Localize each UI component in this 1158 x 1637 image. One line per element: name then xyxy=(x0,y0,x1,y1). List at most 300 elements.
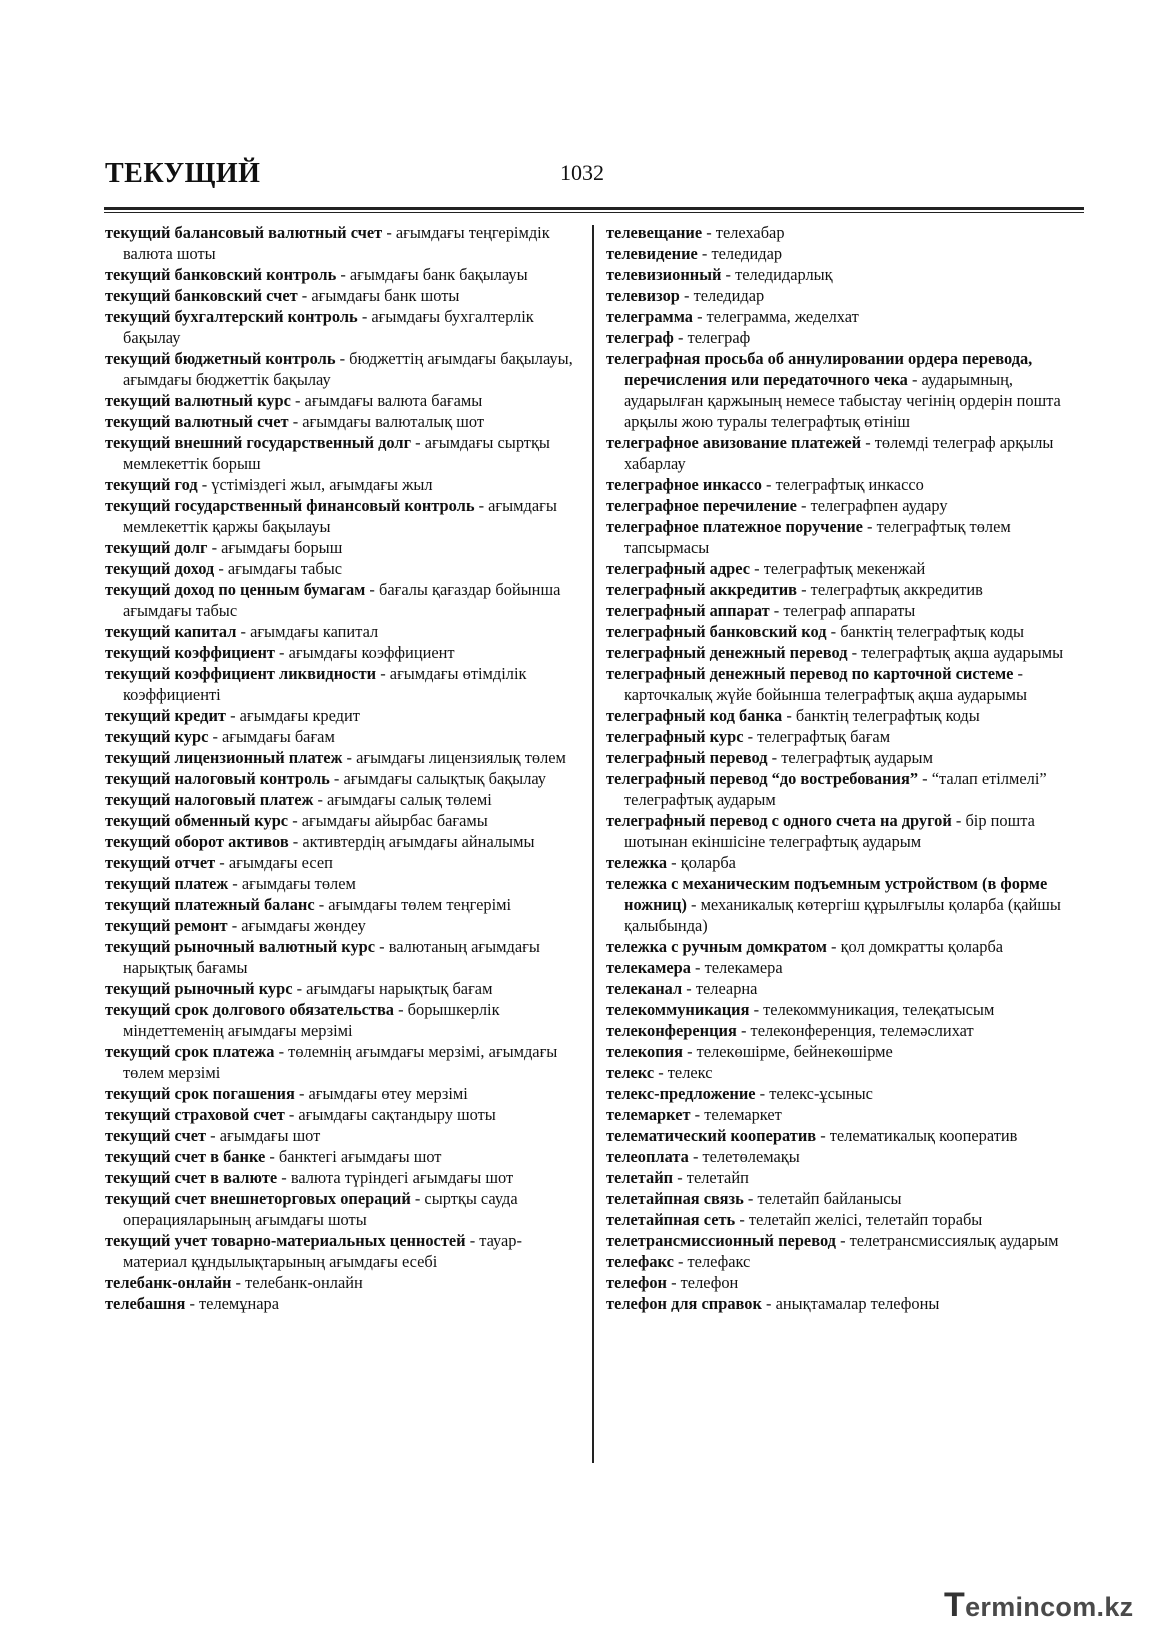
dictionary-entry xyxy=(105,1293,579,1314)
entry-definition: ағымдағы банк шоты xyxy=(311,286,460,305)
entry-definition: телеарна xyxy=(695,979,758,998)
entry-term: текущий год xyxy=(105,475,198,494)
entry-term: телеграфный банковский код xyxy=(606,622,827,641)
entry-definition: ағымдағы лицензиялық төлем xyxy=(356,748,566,767)
entry-definition: телебанк-онлайн xyxy=(245,1273,363,1292)
entry-definition: ағымдағы теңгерімдік валюта шоты xyxy=(123,223,550,263)
dictionary-entry xyxy=(606,1272,1082,1293)
dictionary-entry xyxy=(105,642,579,663)
dictionary-entry xyxy=(105,411,579,432)
entry-separator: - xyxy=(394,1000,408,1019)
entry-term: текущий балансовый валютный счет xyxy=(105,223,383,242)
entry-definition: борышкерлік міндеттеменің ағымдағы мерзімі xyxy=(123,1000,500,1040)
entry-definition: ағымдағы табыс xyxy=(227,559,342,578)
entry-definition: төлемді телеграф арқылы хабарлау xyxy=(624,433,1054,473)
dictionary-entry xyxy=(606,1083,1082,1104)
entry-separator: - xyxy=(208,727,223,746)
dictionary-entry xyxy=(606,1293,1082,1314)
entry-separator: - xyxy=(736,1021,751,1040)
entry-term: тележка с механическим подъемным устройством (в форме ножниц) xyxy=(606,874,1048,914)
entry-separator: - xyxy=(673,1168,687,1187)
entry-separator: - xyxy=(277,1168,291,1187)
entry-separator: - xyxy=(907,370,922,389)
entry-term: телекоммуникация xyxy=(606,1000,750,1019)
entry-term: текущий налоговый платеж xyxy=(105,790,314,809)
entry-term: телевизор xyxy=(606,286,680,305)
entry-term: телефон xyxy=(606,1273,667,1292)
entry-term: телеоплата xyxy=(606,1147,689,1166)
entry-term: телебашня xyxy=(105,1294,186,1313)
entry-term: телеконференция xyxy=(606,1021,737,1040)
dictionary-entry xyxy=(606,1104,1082,1125)
dictionary-entry xyxy=(105,936,579,978)
header-rule-thin xyxy=(104,212,1084,213)
dictionary-entry xyxy=(105,1083,579,1104)
dictionary-entry xyxy=(606,327,1082,348)
entry-separator: - xyxy=(215,853,229,872)
entry-term: телеграф xyxy=(606,328,674,347)
entry-separator: - xyxy=(206,1126,220,1145)
entry-term: телеграфное инкассо xyxy=(606,475,762,494)
entry-separator: - xyxy=(816,1126,830,1145)
entry-separator: - xyxy=(835,1231,850,1250)
entry-definition: телетрансмиссиялық аударым xyxy=(849,1231,1059,1250)
entry-term: телеграфная просьба об аннулировании ордера перевода, перечисления или передаточного чека xyxy=(606,349,1033,389)
entry-separator: - xyxy=(336,265,350,284)
entry-definition: ағымдағы валюталық шот xyxy=(302,412,485,431)
entry-definition: қоларба xyxy=(680,853,736,872)
dictionary-entry xyxy=(606,1020,1082,1041)
entry-definition: телематикалық кооператив xyxy=(829,1126,1018,1145)
entry-term: телематический кооператив xyxy=(606,1126,817,1145)
dictionary-entry xyxy=(105,705,579,726)
entry-term: текущий платеж xyxy=(105,874,229,893)
dictionary-entry xyxy=(606,264,1082,285)
right-column xyxy=(606,222,1082,1314)
entry-separator: - xyxy=(288,811,302,830)
dictionary-entry xyxy=(105,663,579,705)
entry-separator: - xyxy=(690,1105,705,1124)
entry-separator: - xyxy=(375,937,389,956)
entry-definition: банктегі ағымдағы шот xyxy=(278,1147,442,1166)
entry-separator: - xyxy=(797,580,811,599)
entry-term: тележка с ручным домкратом xyxy=(606,937,827,956)
entry-separator: - xyxy=(796,496,811,515)
entry-definition: банктің телеграфтық коды xyxy=(840,622,1025,641)
dictionary-entry xyxy=(105,348,579,390)
entry-separator: - xyxy=(847,643,862,662)
dictionary-entry xyxy=(606,579,1082,600)
entry-separator: - xyxy=(214,559,228,578)
dictionary-entry xyxy=(606,1209,1082,1230)
entry-separator: - xyxy=(690,958,705,977)
dictionary-entry xyxy=(606,1146,1082,1167)
entry-definition: ағымдағы капитал xyxy=(250,622,379,641)
entry-separator: - xyxy=(185,1294,199,1313)
entry-separator: - xyxy=(225,706,240,725)
entry-definition: телетайп байланысы xyxy=(757,1189,902,1208)
entry-term: телевидение xyxy=(606,244,698,263)
entry-definition: ағымдағы жөндеу xyxy=(241,916,366,935)
dictionary-entry xyxy=(105,915,579,936)
entry-term: текущий валютный курс xyxy=(105,391,291,410)
entry-term: текущий счет внешнеторговых операций xyxy=(105,1189,411,1208)
entry-definition: телекамера xyxy=(704,958,783,977)
entry-definition: ағымдағы төлем xyxy=(241,874,356,893)
entry-separator: - xyxy=(721,265,736,284)
entry-term: текущий внешний государственный долг xyxy=(105,433,412,452)
entry-definition: телетайп xyxy=(686,1168,749,1187)
entry-definition: телеграмма, жеделхат xyxy=(706,307,859,326)
dictionary-entry xyxy=(105,579,579,621)
dictionary-entry xyxy=(105,1041,579,1083)
entry-definition: ағымдағы салық төлемі xyxy=(327,790,492,809)
dictionary-entry xyxy=(105,978,579,999)
entry-term: телекамера xyxy=(606,958,691,977)
entry-separator: - xyxy=(918,769,932,788)
dictionary-entry xyxy=(606,432,1082,474)
entry-definition: ағымдағы борыш xyxy=(221,538,343,557)
dictionary-entry xyxy=(606,621,1082,642)
entry-definition: телеграфтық ақша аударымы xyxy=(861,643,1064,662)
logo-text: ermincom.kz xyxy=(965,1592,1134,1622)
entry-separator: - xyxy=(376,664,390,683)
entry-separator: - xyxy=(357,307,372,326)
entry-term: телеграфный аппарат xyxy=(606,601,770,620)
entry-term: текущий доход xyxy=(105,559,215,578)
entry-separator: - xyxy=(654,1063,668,1082)
entry-term: текущий срок долгового обязательства xyxy=(105,1000,395,1019)
dictionary-entry xyxy=(105,1230,579,1272)
dictionary-entry xyxy=(606,600,1082,621)
entry-term: текущий бухгалтерский контроль xyxy=(105,307,358,326)
dictionary-entry xyxy=(606,642,1082,663)
entry-definition: телетайп желісі, телетайп торабы xyxy=(748,1210,983,1229)
entry-separator: - xyxy=(342,748,357,767)
column-divider xyxy=(592,225,594,1463)
entry-definition: теледидарлық xyxy=(735,265,833,284)
entry-separator: - xyxy=(231,1273,246,1292)
entry-definition: ағымдағы сақтандыру шоты xyxy=(298,1105,496,1124)
entry-separator: - xyxy=(284,1105,299,1124)
dictionary-entry xyxy=(105,264,579,285)
entry-definition: телеграфпен аудару xyxy=(810,496,948,515)
entry-separator: - xyxy=(274,643,289,662)
dictionary-entry xyxy=(105,873,579,894)
entry-term: текущий капитал xyxy=(105,622,237,641)
dictionary-entry xyxy=(606,810,1082,852)
entry-separator: - xyxy=(265,1147,279,1166)
entry-definition: телефакс xyxy=(687,1252,751,1271)
dictionary-entry xyxy=(105,831,579,852)
entry-separator: - xyxy=(761,1294,776,1313)
dictionary-entry xyxy=(105,747,579,768)
entry-separator: - xyxy=(294,1084,309,1103)
dictionary-entry xyxy=(105,558,579,579)
entry-separator: - xyxy=(861,433,875,452)
dictionary-entry xyxy=(606,1041,1082,1062)
entry-term: тележка xyxy=(606,853,668,872)
entry-definition: телекс-ұсыныс xyxy=(769,1084,873,1103)
entry-definition: ағымдағы төлем теңгерімі xyxy=(328,895,512,914)
entry-definition: ағымдағы сыртқы мемлекеттік борыш xyxy=(123,433,550,473)
entry-term: телефон для справок xyxy=(606,1294,762,1313)
header-word: ТЕКУЩИЙ xyxy=(105,158,261,189)
entry-term: телефакс xyxy=(606,1252,674,1271)
dictionary-entry xyxy=(105,432,579,474)
entry-term: телеграфное перечиление xyxy=(606,496,797,515)
dictionary-entry xyxy=(105,621,579,642)
entry-term: телебанк-онлайн xyxy=(105,1273,232,1292)
entry-separator: - xyxy=(679,286,694,305)
entry-term: текущий налоговый контроль xyxy=(105,769,330,788)
dictionary-entry xyxy=(606,1188,1082,1209)
entry-term: текущий валютный счет xyxy=(105,412,289,431)
dictionary-entry xyxy=(606,1125,1082,1146)
entry-separator: - xyxy=(227,916,242,935)
entry-term: телеграфное платежное поручение xyxy=(606,517,863,536)
entry-separator: - xyxy=(750,559,764,578)
entry-separator: - xyxy=(292,979,307,998)
entry-term: текущий банковский счет xyxy=(105,286,298,305)
entry-term: телеграфный перевод с одного счета на другой xyxy=(606,811,952,830)
dictionary-entry xyxy=(606,873,1082,936)
entry-definition: бір пошта шотынан екіншісіне телеграфтық аударым xyxy=(624,811,1035,851)
entry-separator: - xyxy=(769,601,784,620)
entry-definition: телеграфтық аударым xyxy=(781,748,933,767)
entry-term: текущий ремонт xyxy=(105,916,228,935)
entry-definition: телеграфтық төлем тапсырмасы xyxy=(624,517,1011,557)
entry-term: телекопия xyxy=(606,1042,683,1061)
entry-term: текущий коэффициент xyxy=(105,643,275,662)
entry-separator: - xyxy=(290,391,305,410)
dictionary-entry xyxy=(105,999,579,1041)
entry-definition: ағымдағы мемлекеттік қаржы бақылауы xyxy=(123,496,557,536)
dictionary-entry xyxy=(105,222,579,264)
entry-definition: тауар-материал құндылықтарының ағымдағы есебі xyxy=(123,1231,522,1271)
dictionary-entry xyxy=(105,1167,579,1188)
left-column xyxy=(105,222,579,1314)
entry-separator: - xyxy=(666,1273,681,1292)
entry-term: текущий доход по ценным бумагам xyxy=(105,580,366,599)
entry-term: телеграфный перевод xyxy=(606,748,768,767)
entry-definition: механикалық көтергіш құрылғылы қоларба (қайшы қалыбында) xyxy=(624,895,1061,935)
entry-term: текущий платежный баланс xyxy=(105,895,315,914)
entry-separator: - xyxy=(236,622,251,641)
entry-definition: телеграфтық аккредитив xyxy=(810,580,983,599)
dictionary-entry xyxy=(105,852,579,873)
entry-definition: қол домкратты қоларба xyxy=(840,937,1004,956)
entry-definition: теледидар xyxy=(711,244,783,263)
entry-definition: ағымдағы шот xyxy=(219,1126,321,1145)
entry-term: текущий долг xyxy=(105,538,208,557)
entry-definition: телеграф xyxy=(687,328,751,347)
dictionary-entry xyxy=(606,747,1082,768)
dictionary-entry xyxy=(105,726,579,747)
header-rule-thick xyxy=(104,207,1084,210)
entry-separator: - xyxy=(686,895,701,914)
entry-term: текущий срок погашения xyxy=(105,1084,295,1103)
entry-term: телетайпная сеть xyxy=(606,1210,736,1229)
entry-definition: валюта түріндегі ағымдағы шот xyxy=(290,1168,514,1187)
entry-separator: - xyxy=(335,349,350,368)
dictionary-entry xyxy=(105,495,579,537)
entry-definition: аударымның, аударылған қаржының немесе табыстау чегінің ордерін пошта арқылы жою туралы телеграфтық өтініш xyxy=(624,370,1061,431)
entry-definition: телекс xyxy=(667,1063,713,1082)
dictionary-entry xyxy=(606,222,1082,243)
entry-definition: карточкалық жүйе бойынша телеграфтық ақша аударымы xyxy=(624,685,1028,704)
entry-definition: “талап етілмелі” телеграфтық аударым xyxy=(624,769,1047,809)
entry-separator: - xyxy=(755,1084,770,1103)
entry-separator: - xyxy=(743,1189,758,1208)
entry-definition: телекөшірме, бейнекөшірме xyxy=(696,1042,893,1061)
entry-separator: - xyxy=(410,1189,425,1208)
dictionary-entry xyxy=(606,1230,1082,1251)
entry-separator: - xyxy=(697,244,712,263)
entry-separator: - xyxy=(1013,664,1023,683)
entry-term: телевещание xyxy=(606,223,703,242)
entry-term: текущий счет в валюте xyxy=(105,1168,278,1187)
entry-separator: - xyxy=(826,622,841,641)
dictionary-entry xyxy=(105,894,579,915)
entry-separator: - xyxy=(329,769,344,788)
entry-term: текущий срок платежа xyxy=(105,1042,275,1061)
entry-definition: төлемнің ағымдағы мерзімі, ағымдағы төлем мерзімі xyxy=(123,1042,558,1082)
entry-separator: - xyxy=(228,874,242,893)
entry-term: текущий счет xyxy=(105,1126,207,1145)
entry-definition: ағымдағы бағам xyxy=(222,727,335,746)
entry-separator: - xyxy=(749,1000,764,1019)
entry-definition: телеконференция, телемәслихат xyxy=(750,1021,974,1040)
entry-definition: теледидар xyxy=(693,286,765,305)
dictionary-entry xyxy=(105,285,579,306)
entry-definition: ағымдағы салықтық бақылау xyxy=(343,769,547,788)
entry-definition: телеграфтық инкассо xyxy=(775,475,924,494)
entry-definition: телекоммуникация, телеқатысым xyxy=(763,1000,995,1019)
entry-term: телекс xyxy=(606,1063,655,1082)
entry-term: телеграфный курс xyxy=(606,727,744,746)
entry-definition: телемаркет xyxy=(704,1105,782,1124)
entry-term: текущий коэффициент ликвидности xyxy=(105,664,377,683)
entry-separator: - xyxy=(826,937,841,956)
entry-term: текущий лицензионный платеж xyxy=(105,748,343,767)
entry-separator: - xyxy=(682,979,696,998)
entry-term: телетайпная связь xyxy=(606,1189,744,1208)
entry-separator: - xyxy=(274,1042,289,1061)
entry-separator: - xyxy=(207,538,222,557)
dictionary-entry xyxy=(105,768,579,789)
entry-term: телекс-предложение xyxy=(606,1084,756,1103)
entry-term: телевизионный xyxy=(606,265,722,284)
entry-term: текущий рыночный валютный курс xyxy=(105,937,376,956)
entry-definition: ағымдағы валюта бағамы xyxy=(304,391,483,410)
logo-letter-t: T xyxy=(944,1586,966,1624)
dictionary-entry xyxy=(105,390,579,411)
dictionary-entry xyxy=(606,1062,1082,1083)
dictionary-entry xyxy=(105,1146,579,1167)
entry-definition: телефон xyxy=(680,1273,739,1292)
entry-separator: - xyxy=(382,223,396,242)
entry-definition: ағымдағы бухгалтерлік бақылау xyxy=(123,307,534,347)
entry-separator: - xyxy=(474,496,489,515)
entry-separator: - xyxy=(761,475,776,494)
entry-term: телеграфный код банка xyxy=(606,706,783,725)
entry-term: текущий оборот активов xyxy=(105,832,289,851)
dictionary-entry xyxy=(606,999,1082,1020)
entry-term: телеграфный денежный перевод xyxy=(606,643,848,662)
page-number: 1032 xyxy=(560,160,604,185)
entry-term: текущий счет в банке xyxy=(105,1147,266,1166)
entry-term: текущий страховой счет xyxy=(105,1105,285,1124)
dictionary-entry xyxy=(105,1188,579,1230)
entry-separator: - xyxy=(465,1231,480,1250)
entry-definition: ағымдағы өтімділік коэффициенті xyxy=(123,664,527,704)
entry-term: телетрансмиссионный перевод xyxy=(606,1231,836,1250)
dictionary-entry xyxy=(606,243,1082,264)
dictionary-entry xyxy=(606,852,1082,873)
entry-definition: телеграфтық мекенжай xyxy=(763,559,926,578)
dictionary-entry xyxy=(606,978,1082,999)
dictionary-entry xyxy=(606,285,1082,306)
entry-definition: анықтамалар телефоны xyxy=(775,1294,940,1313)
termincom-logo xyxy=(944,1586,1133,1625)
entry-definition: ағымдағы кредит xyxy=(239,706,360,725)
entry-term: текущий банковский контроль xyxy=(105,265,337,284)
dictionary-entry xyxy=(606,306,1082,327)
dictionary-entry xyxy=(105,306,579,348)
entry-definition: валютаның ағымдағы нарықтық бағамы xyxy=(123,937,540,977)
entry-separator: - xyxy=(735,1210,749,1229)
dictionary-entry xyxy=(606,726,1082,747)
dictionary-entry xyxy=(105,1125,579,1146)
entry-definition: ағымдағы өтеу мерзімі xyxy=(308,1084,468,1103)
entry-separator: - xyxy=(692,307,707,326)
entry-definition: сыртқы сауда операцияларының ағымдағы шоты xyxy=(123,1189,518,1229)
entry-term: текущий курс xyxy=(105,727,209,746)
entry-definition: телетөлемақы xyxy=(702,1147,800,1166)
entry-term: телеграфный денежный перевод по карточной системе xyxy=(606,664,1014,683)
entry-separator: - xyxy=(688,1147,703,1166)
entry-separator: - xyxy=(667,853,681,872)
dictionary-entry xyxy=(105,810,579,831)
entry-separator: - xyxy=(702,223,716,242)
entry-separator: - xyxy=(782,706,796,725)
entry-definition: бағалы қағаздар бойынша ағымдағы табыс xyxy=(123,580,561,620)
entry-definition: ағымдағы нарықтық бағам xyxy=(306,979,493,998)
dictionary-entry xyxy=(606,936,1082,957)
entry-separator: - xyxy=(767,748,782,767)
entry-term: текущий учет товарно-материальных ценностей xyxy=(105,1231,466,1250)
dictionary-entry xyxy=(606,474,1082,495)
dictionary-entry xyxy=(105,537,579,558)
entry-term: телеграфное авизование платежей xyxy=(606,433,862,452)
entry-separator: - xyxy=(673,1252,688,1271)
entry-term: телеграмма xyxy=(606,307,693,326)
entry-separator: - xyxy=(365,580,379,599)
entry-definition: телемұнара xyxy=(199,1294,279,1313)
dictionary-entry xyxy=(606,768,1082,810)
entry-separator: - xyxy=(682,1042,697,1061)
entry-term: текущий государственный финансовый контроль xyxy=(105,496,475,515)
dictionary-entry xyxy=(606,495,1082,516)
dictionary-entry xyxy=(606,1167,1082,1188)
dictionary-entry xyxy=(606,705,1082,726)
entry-definition: телеграфтық бағам xyxy=(757,727,891,746)
entry-term: текущий обменный курс xyxy=(105,811,289,830)
entry-separator: - xyxy=(411,433,425,452)
entry-separator: - xyxy=(673,328,688,347)
entry-term: телеграфный перевод “до востребования” xyxy=(606,769,919,788)
